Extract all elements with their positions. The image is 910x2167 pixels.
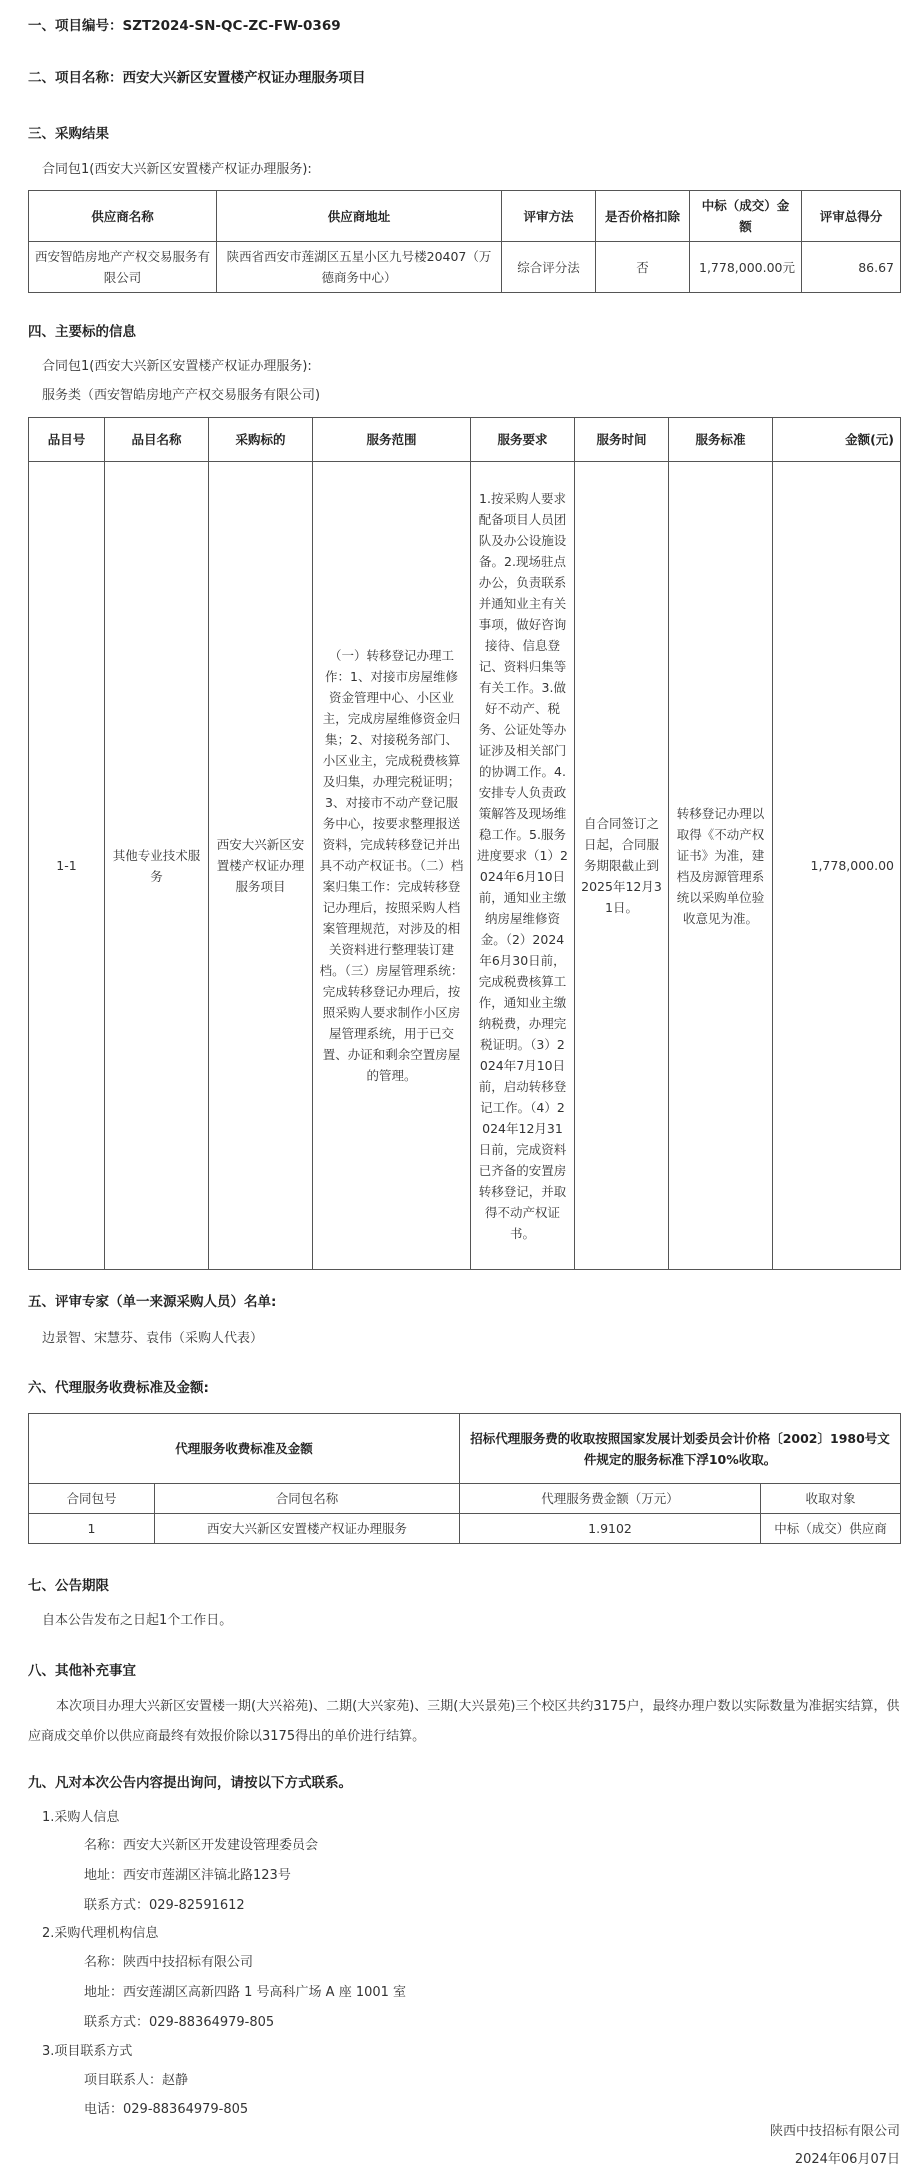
subject-header-cell: 品目号	[29, 418, 105, 462]
project-contact-person: 项目联系人：赵静	[84, 2073, 189, 2088]
project-contact-phone: 电话：029-88364979-805	[84, 2102, 249, 2117]
subject-header-row	[29, 418, 901, 462]
result-header-cell: 供应商名称	[29, 191, 217, 242]
fee-standard-text: 招标代理服务费的收取按照国家发展计划委员会计价格〔2002〕1980号文件规定的服务标准下浮10%收取。	[460, 1414, 901, 1484]
fee-standard-label: 代理服务收费标准及金额	[29, 1414, 460, 1484]
fee-header-cell: 收取对象	[761, 1484, 901, 1514]
result-header-row	[29, 191, 901, 242]
footer-org: 陕西中技招标有限公司	[769, 2124, 900, 2139]
result-header-cell: 中标（成交）金额	[690, 191, 802, 242]
fee-header-row	[29, 1484, 901, 1514]
service-time: 自合同签订之日起，合同服务期限截止到2025年12月31日。	[575, 462, 669, 1270]
project-number-value: SZT2024-SN-QC-ZC-FW-0369	[122, 18, 341, 34]
fee-package-name: 西安大兴新区安置楼产权证办理服务	[155, 1514, 460, 1544]
fee-standard-row	[29, 1414, 901, 1484]
agency-phone: 联系方式：029-88364979-805	[84, 2015, 275, 2030]
purchaser-phone: 联系方式：029-82591612	[84, 1898, 245, 1913]
subject-header-cell: 品目名称	[105, 418, 209, 462]
project-name-label: 二、项目名称：	[28, 70, 123, 86]
project-number	[28, 14, 341, 34]
other-text: 本次项目办理大兴新区安置楼一期(大兴裕苑)、二期(大兴家苑)、三期(大兴景苑)三个校区共约3175户，最终办理户数以实际数量为准据实结算，供应商成交单价以供应商最终有效报价除以3175得出的单价进行结算。	[28, 1699, 900, 1744]
section-contact-title: 九、凡对本次公告内容提出询问，请按以下方式联系。	[28, 1775, 352, 1791]
item-name: 其他专业技术服务	[105, 462, 209, 1270]
supplier-address: 陕西省西安市莲湖区五星小区九号楼20407（万德商务中心）	[217, 242, 502, 293]
period-text: 自本公告发布之日起1个工作日。	[42, 1613, 233, 1628]
project-number-label: 一、项目编号：	[28, 18, 123, 34]
purchaser-address: 地址：西安市莲湖区沣镐北路123号	[84, 1868, 291, 1883]
award-amount: 1,778,000.00元	[690, 242, 802, 293]
subject-package: 合同包1(西安大兴新区安置楼产权证办理服务):	[42, 359, 312, 374]
result-table	[28, 190, 901, 293]
total-score: 86.67	[802, 242, 901, 293]
fee-header-cell: 合同包号	[29, 1484, 155, 1514]
fee-amount: 1.9102	[460, 1514, 761, 1544]
result-header-cell: 供应商地址	[217, 191, 502, 242]
service-scope: （一）转移登记办理工作：1、对接市房屋维修资金管理中心、小区业主，完成房屋维修资金归集；2、对接税务部门、小区业主，完成税费核算及归集，办理完税证明；3、对接市不动产登记服务中心，按要求整理报送资料，完成转移登记并出具不动产权证书。（二）档案归集工作：完成转移登记办理后，按照采购人档案管理规范，对涉及的相关资料进行整理装订建档。（三）房屋管理系统：完成转移登记办理后，按照采购人要求制作小区房屋管理系统，用于已交置、办证和剩余空置房屋的管理。	[313, 462, 471, 1270]
fee-row	[29, 1514, 901, 1544]
service-requirements: 1.按采购人要求配备项目人员团队及办公设施设备。2.现场驻点办公，负责联系并通知业主有关事项，做好咨询接待、信息登记、资料归集等有关工作。3.做好不动产、税务、公证处等办证涉及相关部门的协调工作。4.安排专人负责政策解答及现场维稳工作。5.服务进度要求（1）2024年6月10日前，通知业主缴纳房屋维修资金。（2）2024年6月30日前，完成税费核算工作，通知业主缴纳税费，办理完税证明。（3）2024年7月10日前，启动转移登记工作。（4）2024年12月31日前，完成资料已齐备的安置房转移登记，并取得不动产权证书。	[471, 462, 575, 1270]
subject-header-cell: 服务要求	[471, 418, 575, 462]
result-header-cell: 评审总得分	[802, 191, 901, 242]
agency-address: 地址：西安莲湖区高新四路 1 号高科广场 A 座 1001 室	[84, 1985, 407, 2000]
section-result-title: 三、采购结果	[28, 126, 109, 142]
subject-table	[28, 417, 901, 1270]
agency-name: 名称：陕西中技招标有限公司	[84, 1955, 254, 1970]
section-fee-title: 六、代理服务收费标准及金额:	[28, 1380, 209, 1396]
subject-header-cell: 服务时间	[575, 418, 669, 462]
section-subject-title: 四、主要标的信息	[28, 324, 136, 340]
item-number: 1-1	[29, 462, 105, 1270]
section-period-title: 七、公告期限	[28, 1578, 109, 1594]
item-amount: 1,778,000.00	[773, 462, 901, 1270]
project-name	[28, 66, 366, 86]
subject-category: 服务类（西安智皓房地产产权交易服务有限公司)	[42, 388, 321, 403]
fee-payer: 中标（成交）供应商	[761, 1514, 901, 1544]
procurement-target: 西安大兴新区安置楼产权证办理服务项目	[209, 462, 313, 1270]
subject-header-cell: 金额(元)	[773, 418, 901, 462]
project-contact-title: 3.项目联系方式	[42, 2044, 133, 2059]
project-name-value: 西安大兴新区安置楼产权证办理服务项目	[122, 70, 366, 86]
result-row	[29, 242, 901, 293]
purchaser-name: 名称：西安大兴新区开发建设管理委员会	[84, 1838, 319, 1853]
service-standard: 转移登记办理以取得《不动产权证书》为准，建档及房源管理系统以采购单位验收意见为准。	[669, 462, 773, 1270]
fee-package-no: 1	[29, 1514, 155, 1544]
subject-header-cell: 服务范围	[313, 418, 471, 462]
agency-title: 2.采购代理机构信息	[42, 1926, 159, 1941]
result-package: 合同包1(西安大兴新区安置楼产权证办理服务):	[42, 162, 312, 177]
fee-header-cell: 合同包名称	[155, 1484, 460, 1514]
subject-header-cell: 服务标准	[669, 418, 773, 462]
fee-table	[28, 1413, 901, 1544]
section-other-title: 八、其他补充事宜	[28, 1663, 136, 1679]
subject-row	[29, 462, 901, 1270]
evaluation-method: 综合评分法	[502, 242, 596, 293]
price-deduction: 否	[596, 242, 690, 293]
footer-date: 2024年06月07日	[794, 2152, 900, 2167]
expert-names: 边景智、宋慧芬、袁伟（采购人代表）	[42, 1331, 264, 1346]
subject-header-cell: 采购标的	[209, 418, 313, 462]
result-header-cell: 是否价格扣除	[596, 191, 690, 242]
section-experts-title: 五、评审专家（单一来源采购人员）名单:	[28, 1294, 277, 1310]
supplier-name: 西安智皓房地产产权交易服务有限公司	[29, 242, 217, 293]
result-header-cell: 评审方法	[502, 191, 596, 242]
purchaser-title: 1.采购人信息	[42, 1810, 120, 1825]
fee-header-cell: 代理服务费金额（万元）	[460, 1484, 761, 1514]
